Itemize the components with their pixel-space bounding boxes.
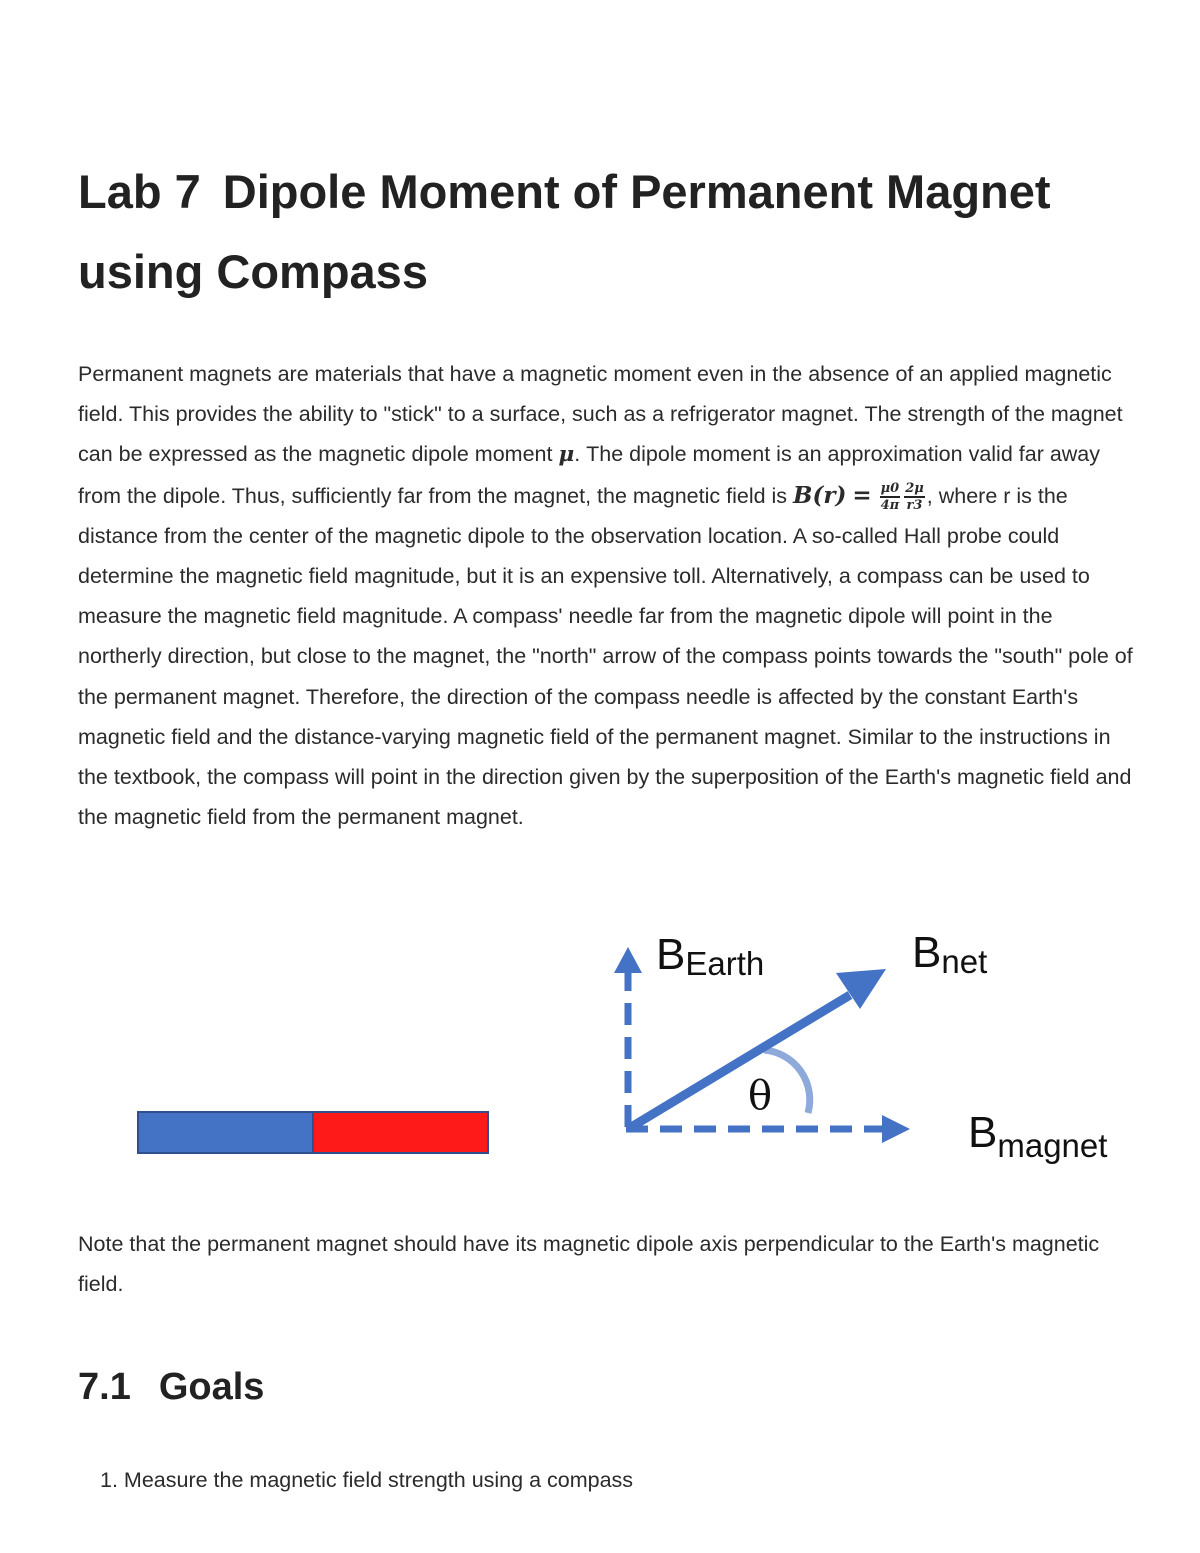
equation-lhs: B(r) [793,481,847,509]
list-item-marker: 1. [100,1468,118,1492]
equation-fraction-2 [904,481,925,513]
goals-list [100,1462,633,1498]
fraction-1-denominator: 4π [880,497,900,513]
b-earth-label: BEarth [656,930,765,982]
b-magnet-arrowhead [882,1115,910,1143]
lab-number: Lab 7 [78,165,201,218]
magnet-north-pole [313,1112,488,1153]
fraction-2-denominator: r3 [906,497,923,513]
equation-fraction-1 [880,481,901,513]
note-paragraph: Note that the permanent magnet should have its magnetic dipole axis perpendicular to the Earth's magnetic field. [78,1232,1100,1296]
vector-diagram [120,905,1150,1205]
intro-paragraph [78,354,1140,837]
section-heading-goals [78,1362,264,1412]
section-number: 7.1 [78,1366,131,1408]
vector-diagram-svg [120,905,1150,1205]
intro-text-part-2: . The dipole moment is an approximation valid far away from the dipole. Thus, sufficiently far from the magnet, the magnetic field is [78,442,1101,508]
list-item-text: Measure the magnetic field strength using a compass [123,1468,634,1492]
intro-text-part-3: , where r is the distance from the center of the magnetic dipole to the observation location. A so-called Hall probe could determine the magnetic field magnitude, but it is an expensive toll. Alternatively, a compass can be used to measure the magnetic field magnitude. A compass' needle far from the magnetic dipole will point in the northerly direction, but close to the magnet, the "north" arrow of the compass points towards the "south" pole of the permanent magnet. Therefore, the direction of the compass needle is affected by the constant Earth's magnetic field and the distance-varying magnetic field of the permanent magnet. Similar to the instructions in the textbook, the compass will point in the direction given by the superposition of the Earth's magnetic field and the magnetic field from the permanent magnet. [78,483,1133,830]
bar-magnet [138,1112,488,1153]
fraction-2-numerator: 2μ [905,480,924,496]
magnet-south-pole [138,1112,313,1153]
mu-symbol: μ [558,442,575,468]
theta-label: θ [748,1073,773,1119]
equation-sign: = [852,481,872,509]
b-net-label: Bnet [912,928,988,980]
fraction-1-numerator: μ0 [880,480,900,496]
field-equation [793,480,927,513]
intro-text-part-1: Permanent magnets are materials that have a magnetic moment even in the absence of an applied magnetic field. This provides the ability to "stick" to a surface, such as a refrigerator magnet. The strength of the magnet can be expressed as the magnetic dipole moment [78,362,1123,467]
list-item [100,1462,633,1498]
page-title [78,152,1158,312]
b-earth-arrowhead [614,947,642,973]
b-net-arrow [628,995,850,1129]
title-line-1: Dipole Moment of Permanent Magnet [222,165,1051,218]
section-title: Goals [158,1366,265,1408]
b-magnet-label: $B_{magnet}$ [968,1108,1108,1164]
title-line-2: using Compass [78,245,428,298]
